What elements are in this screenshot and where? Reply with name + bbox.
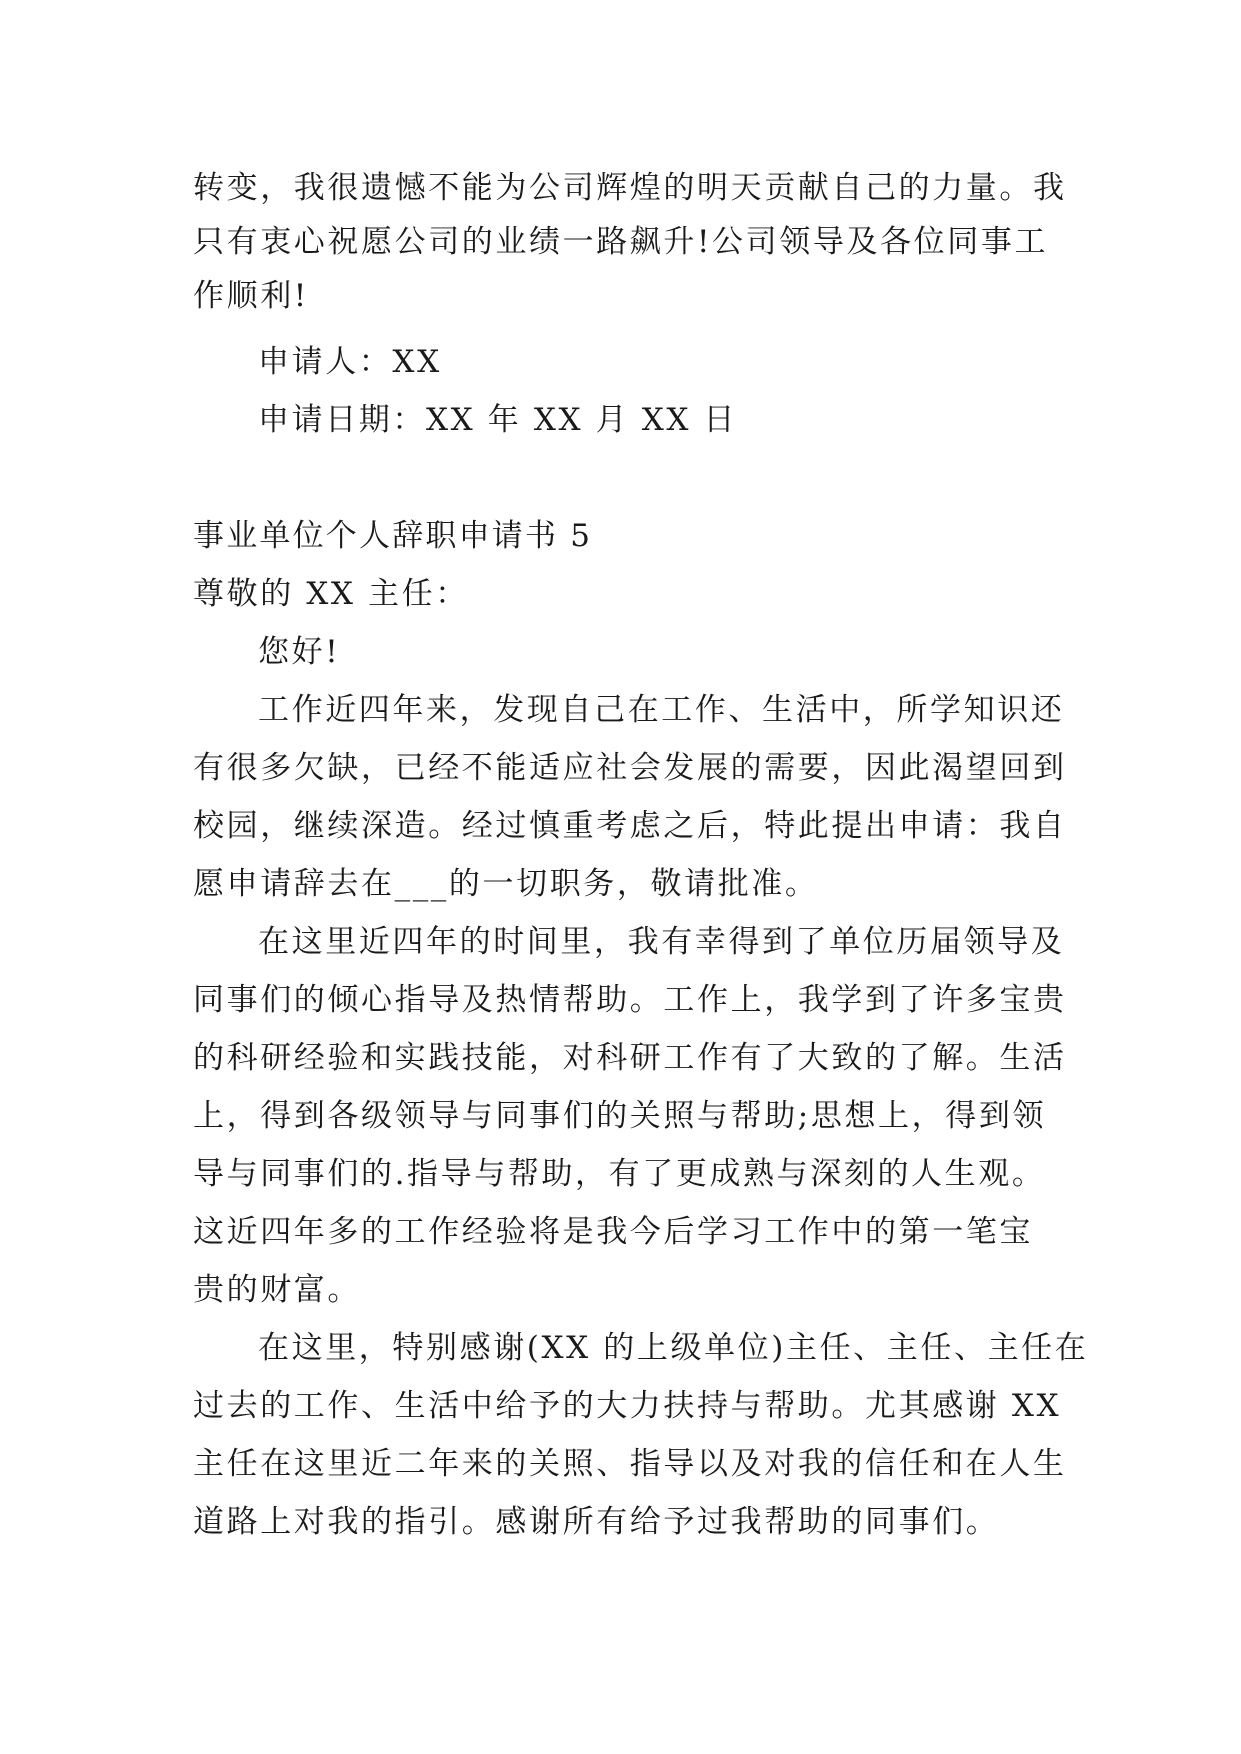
text-line: 只有衷心祝愿公司的业绩一路飙升!公司领导及各位同事工 [193, 224, 1049, 260]
applicant-line: 申请人：XX [258, 344, 442, 380]
text-line: 上，得到各级领导与同事们的关照与帮助;思想上，得到领 [193, 1098, 1047, 1134]
text-line: 贵的财富。 [193, 1272, 361, 1308]
text-line: 过去的工作、生活中给予的大力扶持与帮助。尤其感谢 XX [193, 1388, 1062, 1424]
text-line: 在这里，特别感谢(XX 的上级单位)主任、主任、主任在 [258, 1330, 1089, 1366]
text-line: 转变，我很遗憾不能为公司辉煌的明天贡献自己的力量。我 [193, 170, 1067, 206]
text-line: 这近四年多的工作经验将是我今后学习工作中的第一笔宝 [193, 1214, 1033, 1250]
text-line: 工作近四年来，发现自己在工作、生活中，所学知识还 [258, 692, 1065, 728]
text-line: 有很多欠缺，已经不能适应社会发展的需要，因此渴望回到 [193, 750, 1067, 786]
text-line: 在这里近四年的时间里，我有幸得到了单位历届领导及 [258, 924, 1065, 960]
text-line: 校园，继续深造。经过慎重考虑之后，特此提出申请：我自 [193, 808, 1067, 844]
text-line: 的科研经验和实践技能，对科研工作有了大致的了解。生活 [193, 1040, 1067, 1076]
text-line: 主任在这里近二年来的关照、指导以及对我的信任和在人生 [193, 1446, 1067, 1482]
text-line: 道路上对我的指引。感谢所有给予过我帮助的同事们。 [193, 1504, 1000, 1540]
text-line: 同事们的倾心指导及热情帮助。工作上，我学到了许多宝贵 [193, 982, 1067, 1018]
date-line: 申请日期：XX 年 XX 月 XX 日 [258, 402, 738, 438]
section-title: 事业单位个人辞职申请书 5 [193, 518, 593, 554]
greeting: 您好! [258, 634, 341, 670]
text-line: 导与同事们的.指导与帮助，有了更成熟与深刻的人生观。 [193, 1156, 1046, 1192]
text-line: 作顺利! [193, 278, 309, 314]
salutation: 尊敬的 XX 主任： [193, 576, 469, 612]
text-line: 愿申请辞去在___的一切职务，敬请批准。 [193, 866, 819, 902]
